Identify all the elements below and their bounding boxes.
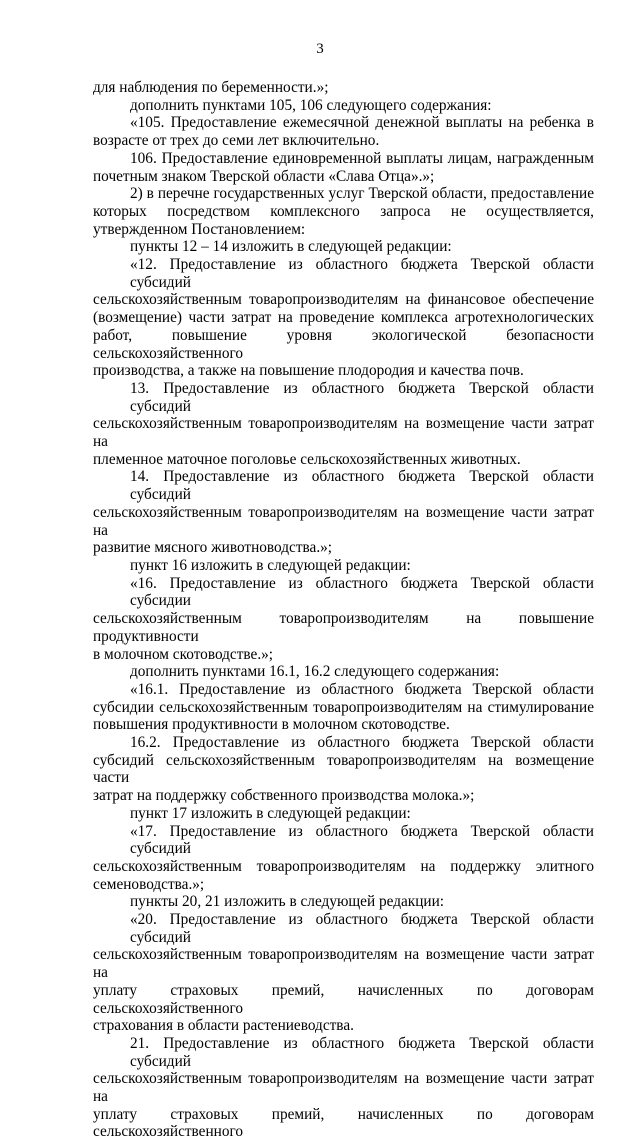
text-line: 14. Предоставление из областного бюджета Тверской области субсидий: [130, 468, 594, 504]
text-line: сельскохозяйственным товаропроизводителям на возмещение части затрат на: [93, 415, 594, 451]
text-line: утвержденном Постановлением:: [93, 220, 306, 238]
text-line: уплату страховых премий, начисленных по договорам сельскохозяйственного: [93, 1105, 594, 1141]
text-line: пункт 17 изложить в следующей редакции:: [130, 804, 411, 822]
text-line: повышения продуктивности в молочном скотоводстве.: [93, 716, 450, 734]
text-line: 2) в перечне государственных услуг Тверской области, предоставление: [130, 185, 594, 203]
text-line: сельскохозяйственным товаропроизводителям на повышение продуктивности: [93, 610, 594, 645]
text-line: почетным знаком Тверской области «Слава Отца».»;: [93, 167, 435, 185]
text-line: племенное маточное поголовье сельскохозяйственных животных.: [93, 450, 521, 468]
text-line: 16.2. Предоставление из областного бюджета Тверской области: [130, 734, 594, 752]
text-line: сельскохозяйственным товаропроизводителям на финансовое обеспечение: [93, 291, 594, 309]
text-line: субсидий сельскохозяйственным товаропроизводителям на возмещение части: [93, 751, 594, 787]
text-line: «16.1. Предоставление из областного бюджета Тверской области: [130, 680, 594, 698]
text-line: «105. Предоставление ежемесячной денежной выплаты на ребенка в: [130, 114, 594, 132]
text-line: «16. Предоставление из областного бюджета Тверской области субсидии: [130, 574, 594, 610]
text-line: пункты 20, 21 изложить в следующей редакции:: [130, 893, 445, 911]
text-line: «17. Предоставление из областного бюджета Тверской области субсидий: [130, 822, 594, 858]
text-line: которых посредством комплексного запроса не осуществляется,: [93, 202, 594, 220]
text-line: «12. Предоставление из областного бюджета Тверской области субсидий: [130, 256, 594, 291]
text-line: для наблюдения по беременности.»;: [93, 79, 329, 96]
text-line: сельскохозяйственным товаропроизводителям на возмещение части затрат на: [93, 503, 594, 539]
text-line: сельскохозяйственным товаропроизводителям на поддержку элитного: [93, 857, 594, 875]
text-line: дополнить пунктами 105, 106 следующего содержания:: [130, 96, 492, 114]
text-line: 106. Предоставление единовременной выплаты лицам, награжденным: [130, 149, 594, 167]
text-line: работ, повышение уровня экологической безопасности сельскохозяйственного: [93, 326, 594, 362]
text-line: страхования в области растениеводства.: [93, 1017, 354, 1035]
text-line: (возмещение) части затрат на проведение комплекса агротехнологических: [93, 309, 594, 327]
text-line: 13. Предоставление из областного бюджета Тверской области субсидий: [130, 379, 594, 415]
text-line: в молочном скотоводстве.»;: [93, 645, 274, 663]
page-number: 3: [316, 41, 324, 57]
text-line: развитие мясного животноводства.»;: [93, 539, 333, 557]
text-line: 21. Предоставление из областного бюджета Тверской области субсидий: [130, 1034, 594, 1070]
text-line: «20. Предоставление из областного бюджета Тверской области субсидий: [130, 911, 594, 946]
text-line: сельскохозяйственным товаропроизводителям на возмещение части затрат на: [93, 946, 594, 982]
text-line: затрат на поддержку собственного производства молока.»;: [93, 787, 475, 805]
text-line: дополнить пунктами 16.1, 16.2 следующего содержания:: [130, 663, 500, 681]
text-line: пункт 16 изложить в следующей редакции:: [130, 556, 411, 574]
document-body: [93, 79, 594, 1141]
text-line: пункты 12 – 14 изложить в следующей редакции:: [130, 238, 452, 256]
text-line: возрасте от трех до семи лет включительно.: [93, 132, 380, 150]
text-line: субсидии сельскохозяйственным товаропроизводителям на стимулирование: [93, 698, 594, 716]
text-line: уплату страховых премий, начисленных по договорам сельскохозяйственного: [93, 981, 594, 1017]
text-line: сельскохозяйственным товаропроизводителям на возмещение части затрат на: [93, 1070, 594, 1106]
text-line: производства, а также на повышение плодородия и качества почв.: [93, 362, 524, 380]
text-line: семеноводства.»;: [93, 875, 205, 893]
